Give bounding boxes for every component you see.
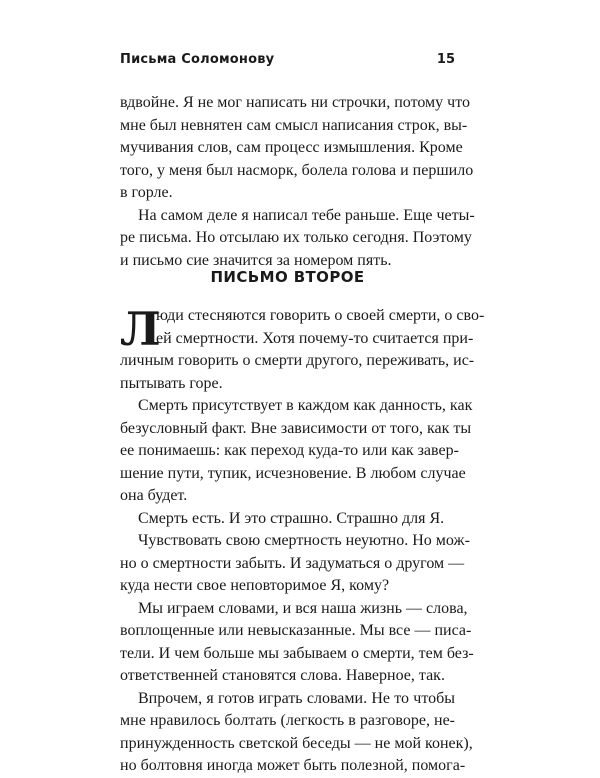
text-line: ее понимаешь: как переход куда-то или как завер- — [120, 442, 459, 459]
text-line: Смерть есть. И это страшно. Страшно для Я. — [138, 509, 445, 527]
text-line: и письмо сие значится за номером пять. — [120, 251, 392, 269]
text-line: воплощенные или невысказанные. Мы все — писа- — [120, 622, 472, 639]
text-line: Смерть присутствует в каждом как данность, как — [138, 397, 473, 414]
text-line: Мы играем словами, и вся наша жизнь — слова, — [138, 599, 468, 617]
text-line: Чувствовать свою смертность неуютно. Но мож- — [138, 532, 470, 549]
text-line: тели. И чем больше мы забываем о смерти, тем без- — [120, 644, 474, 662]
text-line: юди стесняются говорить о своей смерти, о сво- — [156, 307, 485, 324]
text-line: мучивания слов, сам процесс измышления. Кроме — [120, 139, 463, 156]
text-line: безусловный факт. Вне зависимости от того, как ты — [120, 419, 472, 437]
text-line: но о смертности забыть. И задуматься о другом — — [120, 554, 465, 572]
text-line: вдвойне. Я не мог написать ни строчки, потому что — [120, 94, 471, 111]
page-number: 15 — [436, 52, 455, 67]
text-line: шение пути, тупик, исчезновение. В любом случае — [120, 464, 466, 482]
text-line: мне был невнятен сам смысл написания строк, вы- — [120, 116, 468, 134]
text-line: того, у меня был насморк, болела голова и першило — [120, 161, 474, 179]
chapter-text — [120, 302, 485, 778]
text-line: она будет. — [120, 487, 188, 504]
text-line: принужденность светской беседы — не мой конек), — [120, 734, 473, 752]
text-line: в горле. — [120, 184, 173, 201]
running-title: Письма Соломонову — [120, 52, 275, 67]
text-line: но болтовня иногда может быть полезной, помога- — [120, 757, 466, 774]
drop-cap: Л — [120, 302, 161, 356]
text-line: личным говорить о смерти другого, переживать, ис- — [120, 352, 475, 369]
chapter-heading: ПИСЬМО ВТОРОЕ — [210, 268, 365, 286]
text-line: ей смертности. Хотя почему-то считается при- — [156, 329, 474, 347]
text-line: Впрочем, я готов играть словами. Не то чтобы — [138, 689, 455, 707]
text-line: ответственней становятся слова. Наверное, так. — [120, 667, 445, 684]
text-line: пытывать горе. — [120, 374, 223, 392]
text-line: мне нравилось болтать (легкость в разговоре, не- — [120, 712, 455, 729]
intro-text — [120, 92, 475, 272]
text-line: На самом деле я написал тебе раньше. Еще четы- — [138, 206, 475, 224]
running-header — [120, 52, 455, 72]
text-line: куда нести свое неповторимое Я, кому? — [120, 577, 390, 594]
text-line: ре письма. Но отсылаю их только сегодня. Поэтому — [120, 229, 472, 246]
